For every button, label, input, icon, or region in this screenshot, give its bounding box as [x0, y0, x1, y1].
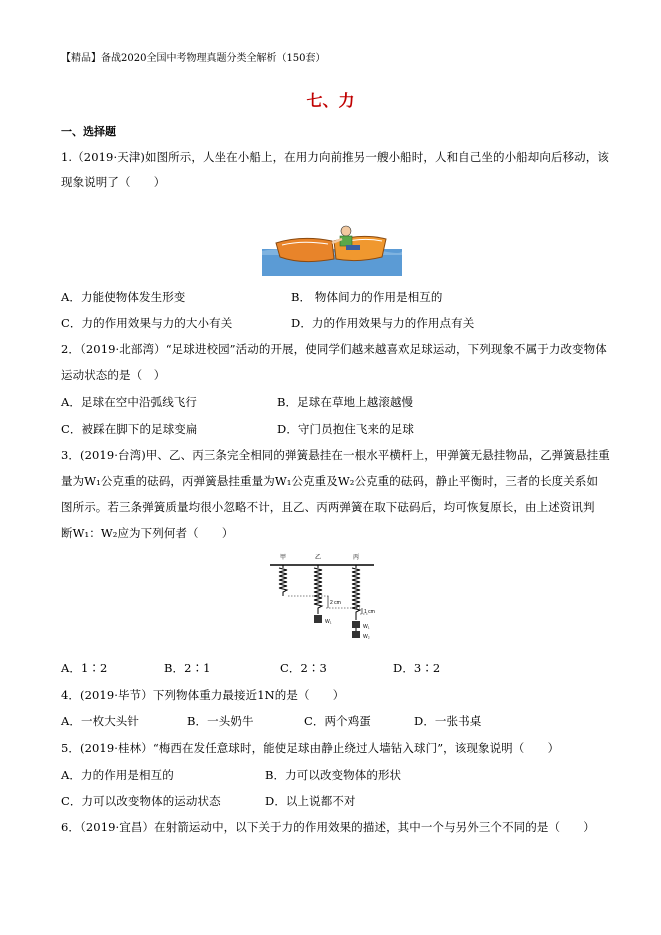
- question-4-line-1: 4．(2019·毕节）下列物体重力最接近1N的是（ ）: [61, 688, 345, 702]
- weight-label-bing-1: W₁: [363, 624, 370, 630]
- weight-label-yi: W₁: [325, 619, 332, 625]
- question-3-line-4: 断W₁：W₂应为下列何者（ ）: [61, 526, 234, 540]
- q1-option-a: A．力能使物体发生形变: [61, 290, 186, 304]
- chapter-title: 七、力: [306, 91, 355, 110]
- q4-option-b: B．一头奶牛: [187, 714, 254, 728]
- dimension-1cm: 1 cm: [364, 609, 375, 615]
- q5-option-b: B．力可以改变物体的形状: [265, 768, 402, 782]
- q4-option-c: C．两个鸡蛋: [304, 714, 371, 728]
- page-header: 【精品】备战2020全国中考物理真题分类全解析（150套）: [61, 53, 326, 64]
- boat-figure: [262, 221, 402, 276]
- spring-figure: [268, 552, 378, 648]
- section-heading: 一、选择题: [61, 125, 116, 138]
- question-6-line-1: 6．（2019·宜昌）在射箭运动中，以下关于力的作用效果的描述，其中一个与另外三个不同的是（ ）: [61, 820, 595, 834]
- question-3-line-1: 3．(2019·台湾)甲、乙、丙三条完全相同的弹簧悬挂在一根水平横杆上，甲弹簧无悬挂物品，乙弹簧悬挂重: [61, 448, 610, 462]
- weight-label-bing-2: W₂: [363, 634, 370, 640]
- spring-label-yi: 乙: [314, 555, 322, 561]
- q3-option-d: D．3∶2: [393, 661, 441, 675]
- question-5-line-1: 5．(2019·桂林）“梅西在发任意球时，能使足球由静止绕过人墙钻入球门”，该现象说明（ ）: [61, 741, 560, 755]
- question-2-line-1: 2．（2019·北部湾）“足球进校园”活动的开展，使同学们越来越喜欢足球运动，下列现象不属于力改变物体: [61, 342, 607, 356]
- spring-label-jia: 甲: [279, 555, 287, 561]
- q5-option-a: A．力的作用是相互的: [61, 768, 174, 782]
- q1-option-b: B． 物体间力的作用是相互的: [291, 290, 443, 304]
- q4-option-d: D．一张书桌: [414, 714, 482, 728]
- q4-option-a: A．一枚大头针: [61, 714, 140, 728]
- q5-option-c: C．力可以改变物体的运动状态: [61, 794, 221, 808]
- q3-option-c: C．2∶3: [280, 661, 327, 675]
- question-2-line-2: 运动状态的是（ ）: [61, 368, 166, 382]
- weight-w1-yi: [314, 615, 322, 623]
- q1-option-c: C．力的作用效果与力的大小有关: [61, 316, 233, 330]
- question-3-line-2: 量为W₁公克重的砝码，丙弹簧悬挂重量为W₁公克重及W₂公克重的砝码，静止平衡时，三者的长度关系如: [61, 474, 599, 488]
- question-1-line-2: 现象说明了（ ）: [61, 175, 166, 189]
- q5-option-d: D．以上说都不对: [265, 794, 356, 808]
- q2-option-d: D．守门员抱住飞来的足球: [277, 422, 414, 436]
- q2-option-b: B．足球在草地上越滚越慢: [277, 395, 414, 409]
- weight-w1-bing: [352, 621, 360, 628]
- weight-w2-bing: [352, 631, 360, 638]
- spring-label-bing: 丙: [352, 555, 360, 561]
- q3-option-a: A．1∶2: [61, 661, 108, 675]
- spring-jia: [279, 565, 287, 596]
- q3-option-b: B．2∶1: [164, 661, 211, 675]
- dimension-2cm: 2 cm: [330, 600, 341, 606]
- q2-option-a: A．足球在空中沿弧线飞行: [61, 395, 198, 409]
- spring-yi: [314, 565, 322, 614]
- q1-option-d: D．力的作用效果与力的作用点有关: [291, 316, 475, 330]
- q2-option-c: C．被踩在脚下的足球变扁: [61, 422, 198, 436]
- question-1-line-1: 1.（2019·天津)如图所示，人坐在小船上，在用力向前推另一艘小船时，人和自己坐的小船却向后移动，该: [61, 150, 609, 164]
- question-3-line-3: 图所示。若三条弹簧质量均很小忽略不计，且乙、丙两弹簧在取下砝码后，均可恢复原长，由上述资讯判: [61, 500, 595, 514]
- spring-bing: [352, 565, 360, 620]
